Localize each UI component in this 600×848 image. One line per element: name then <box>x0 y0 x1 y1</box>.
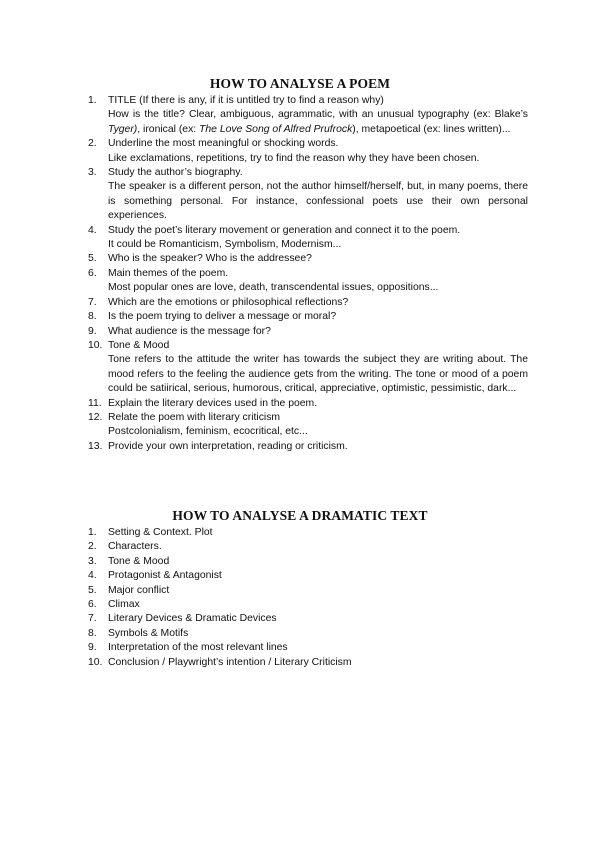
item-number: 8. <box>88 627 97 639</box>
list-item <box>88 569 528 583</box>
list-item <box>88 526 528 540</box>
item-number: 5. <box>88 584 97 596</box>
item-number: 4. <box>88 224 97 236</box>
item-number: 10. <box>88 339 103 351</box>
item-text: Is the poem trying to deliver a message or moral? <box>108 311 337 323</box>
item-number: 4. <box>88 570 97 582</box>
list-item <box>88 166 528 224</box>
item-number: 8. <box>88 311 97 323</box>
detail-text: ), metapoetical (ex: lines written)... <box>352 123 511 135</box>
list-item <box>88 540 528 554</box>
item-detail: The speaker is a different person, not the author himself/herself, but, in many poems, there is something personal. For instance, confessional poets use their own personal experiences. <box>108 181 528 222</box>
item-number: 7. <box>88 613 97 625</box>
list-item <box>88 267 528 296</box>
item-detail: Like exclamations, repetitions, try to find the reason why they have been chosen. <box>108 152 480 164</box>
poem-steps-list <box>88 94 528 454</box>
item-number: 12. <box>88 411 103 423</box>
item-number: 1. <box>88 527 97 538</box>
item-text: Tone & Mood <box>108 555 170 567</box>
item-number: 3. <box>88 555 97 567</box>
item-number: 2. <box>88 138 97 150</box>
item-text: Climax <box>108 599 140 611</box>
list-item <box>88 310 528 324</box>
list-item <box>88 137 528 166</box>
item-number: 10. <box>88 656 103 668</box>
poem-section-title: HOW TO ANALYSE A POEM <box>209 76 391 91</box>
item-text: Major conflict <box>108 584 170 596</box>
item-number: 6. <box>88 599 97 611</box>
list-item <box>88 94 528 137</box>
list-item <box>88 411 528 440</box>
item-number: 6. <box>88 267 97 279</box>
item-text: Underline the most meaningful or shocking words. <box>108 138 339 150</box>
item-text: Which are the emotions or philosophical reflections? <box>108 296 349 308</box>
list-item <box>88 641 528 655</box>
list-item <box>88 584 528 598</box>
item-detail <box>108 108 528 137</box>
item-text: Conclusion / Playwright’s intention / Literary Criticism <box>108 656 352 668</box>
detail-text: , ironical (ex: <box>137 123 200 135</box>
item-number: 9. <box>88 642 97 654</box>
item-number: 11. <box>88 397 102 409</box>
item-detail: It could be Romanticism, Symbolism, Modernism... <box>108 239 342 251</box>
item-number: 13. <box>88 440 103 452</box>
item-text: Explain the literary devices used in the poem. <box>108 397 318 409</box>
item-text: Literary Devices & Dramatic Devices <box>108 613 277 625</box>
item-number: 7. <box>88 296 97 308</box>
detail-italic: The Love Song of Alfred Prufrock <box>199 123 353 135</box>
list-item <box>88 224 528 253</box>
item-text: Setting & Context. Plot <box>108 527 213 538</box>
item-text: Who is the speaker? Who is the addressee? <box>108 253 312 265</box>
drama-steps-list <box>88 526 528 670</box>
list-item <box>88 339 528 397</box>
list-item <box>88 397 528 411</box>
item-text: Interpretation of the most relevant lines <box>108 642 288 654</box>
item-detail: Postcolonialism, feminism, ecocritical, etc... <box>108 426 308 438</box>
item-text: Study the author’s biography. <box>108 167 243 179</box>
item-text: Symbols & Motifs <box>108 627 189 639</box>
list-item <box>88 612 528 626</box>
item-number: 2. <box>88 541 97 553</box>
list-item <box>88 252 528 266</box>
item-detail: Tone refers to the attitude the writer has towards the subject they are writing about. The mood refers to the feeling the audience gets from the writing. The tone or mood of a poem could be satiirical, serious, humorous, critical, appreciative, optimistic, pessimistic, dark... <box>108 354 528 395</box>
item-text: Provide your own interpretation, reading or criticism. <box>108 440 348 452</box>
item-detail: Most popular ones are love, death, transcendental issues, oppositions... <box>108 282 439 294</box>
detail-text: How is the title? Clear, ambiguous, agrammatic, with an unusual typography (ex: Blake’s <box>108 109 528 121</box>
item-text: Main themes of the poem. <box>108 267 229 279</box>
list-item <box>88 555 528 569</box>
item-number: 9. <box>88 325 97 337</box>
list-item <box>88 440 528 454</box>
item-text: Relate the poem with literary criticism <box>108 411 281 423</box>
list-item <box>88 296 528 310</box>
list-item <box>88 598 528 612</box>
item-text: Tone & Mood <box>108 339 170 351</box>
item-text: TITLE (If there is any, if it is untitled try to find a reason why) <box>108 95 384 106</box>
item-number: 5. <box>88 253 97 265</box>
list-item <box>88 656 528 670</box>
item-text: Protagonist & Antagonist <box>108 570 222 582</box>
drama-section-title: HOW TO ANALYSE A DRAMATIC TEXT <box>172 508 428 523</box>
list-item <box>88 325 528 339</box>
item-text: Study the poet’s literary movement or generation and connect it to the poem. <box>108 224 461 236</box>
list-item <box>88 627 528 641</box>
item-number: 1. <box>88 95 97 106</box>
item-text: Characters. <box>108 541 162 553</box>
item-number: 3. <box>88 167 97 179</box>
item-text: What audience is the message for? <box>108 325 271 337</box>
detail-italic: Tyger) <box>108 123 138 135</box>
